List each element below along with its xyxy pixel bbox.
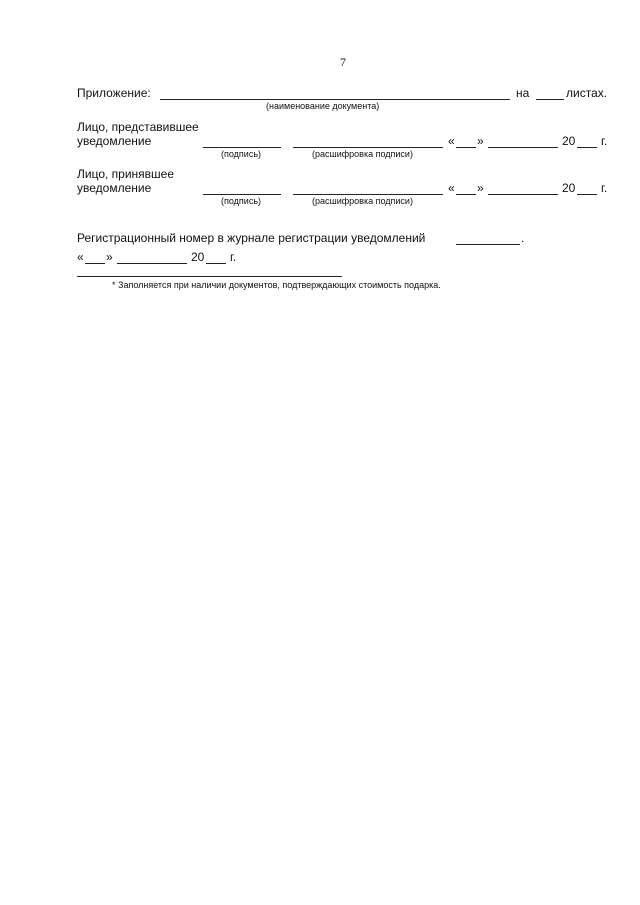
registration-period: . [521, 231, 525, 245]
registration-number-field [456, 244, 520, 245]
submitted-signature-field [203, 147, 281, 148]
accepted-month-field [488, 194, 558, 195]
accepted-decode-field [293, 194, 443, 195]
submitted-year-field [577, 147, 597, 148]
accepted-year-prefix: 20 [562, 181, 576, 195]
submitted-decode-caption: (расшифровка подписи) [312, 149, 413, 159]
accepted-signature-caption: (подпись) [221, 196, 262, 206]
submitted-month-field [488, 147, 558, 148]
submitted-label-line2: уведомление [77, 134, 152, 148]
accepted-year-suffix: г. [601, 181, 608, 195]
accepted-decode-caption: (расшифровка подписи) [312, 196, 413, 206]
accepted-signature-field [203, 194, 281, 195]
registration-year-field [206, 263, 226, 264]
submitted-year-suffix: г. [601, 134, 608, 148]
submitted-close-quote: » [477, 134, 484, 148]
accepted-open-quote: « [448, 181, 455, 195]
accepted-label-line2: уведомление [77, 181, 152, 195]
submitted-signature-caption: (подпись) [221, 149, 262, 159]
appendix-sheets-count-field [536, 99, 564, 100]
submitted-day-field [456, 147, 476, 148]
appendix-sheets-label: листах. [566, 86, 608, 100]
accepted-label-line1: Лицо, принявшее [77, 167, 175, 181]
footnote: * Заполняется при наличии документов, подтверждающих стоимость подарка. [112, 280, 441, 290]
submitted-year-prefix: 20 [562, 134, 576, 148]
footnote-separator [77, 276, 342, 277]
registration-open-quote: « [77, 250, 84, 264]
accepted-year-field [577, 194, 597, 195]
registration-month-field [117, 263, 187, 264]
page-number: 7 [340, 55, 346, 69]
registration-day-field [85, 263, 105, 264]
appendix-caption: (наименование документа) [266, 101, 380, 111]
submitted-decode-field [293, 147, 443, 148]
accepted-day-field [456, 194, 476, 195]
appendix-document-name-field [160, 99, 510, 100]
submitted-label-line1: Лицо, представившее [77, 120, 199, 134]
registration-close-quote: » [106, 250, 113, 264]
appendix-label: Приложение: [77, 86, 151, 100]
submitted-open-quote: « [448, 134, 455, 148]
accepted-close-quote: » [477, 181, 484, 195]
registration-year-suffix: г. [230, 250, 237, 264]
registration-year-prefix: 20 [191, 250, 205, 264]
appendix-na: на [516, 86, 530, 100]
registration-label: Регистрационный номер в журнале регистрации уведомлений [77, 231, 426, 245]
